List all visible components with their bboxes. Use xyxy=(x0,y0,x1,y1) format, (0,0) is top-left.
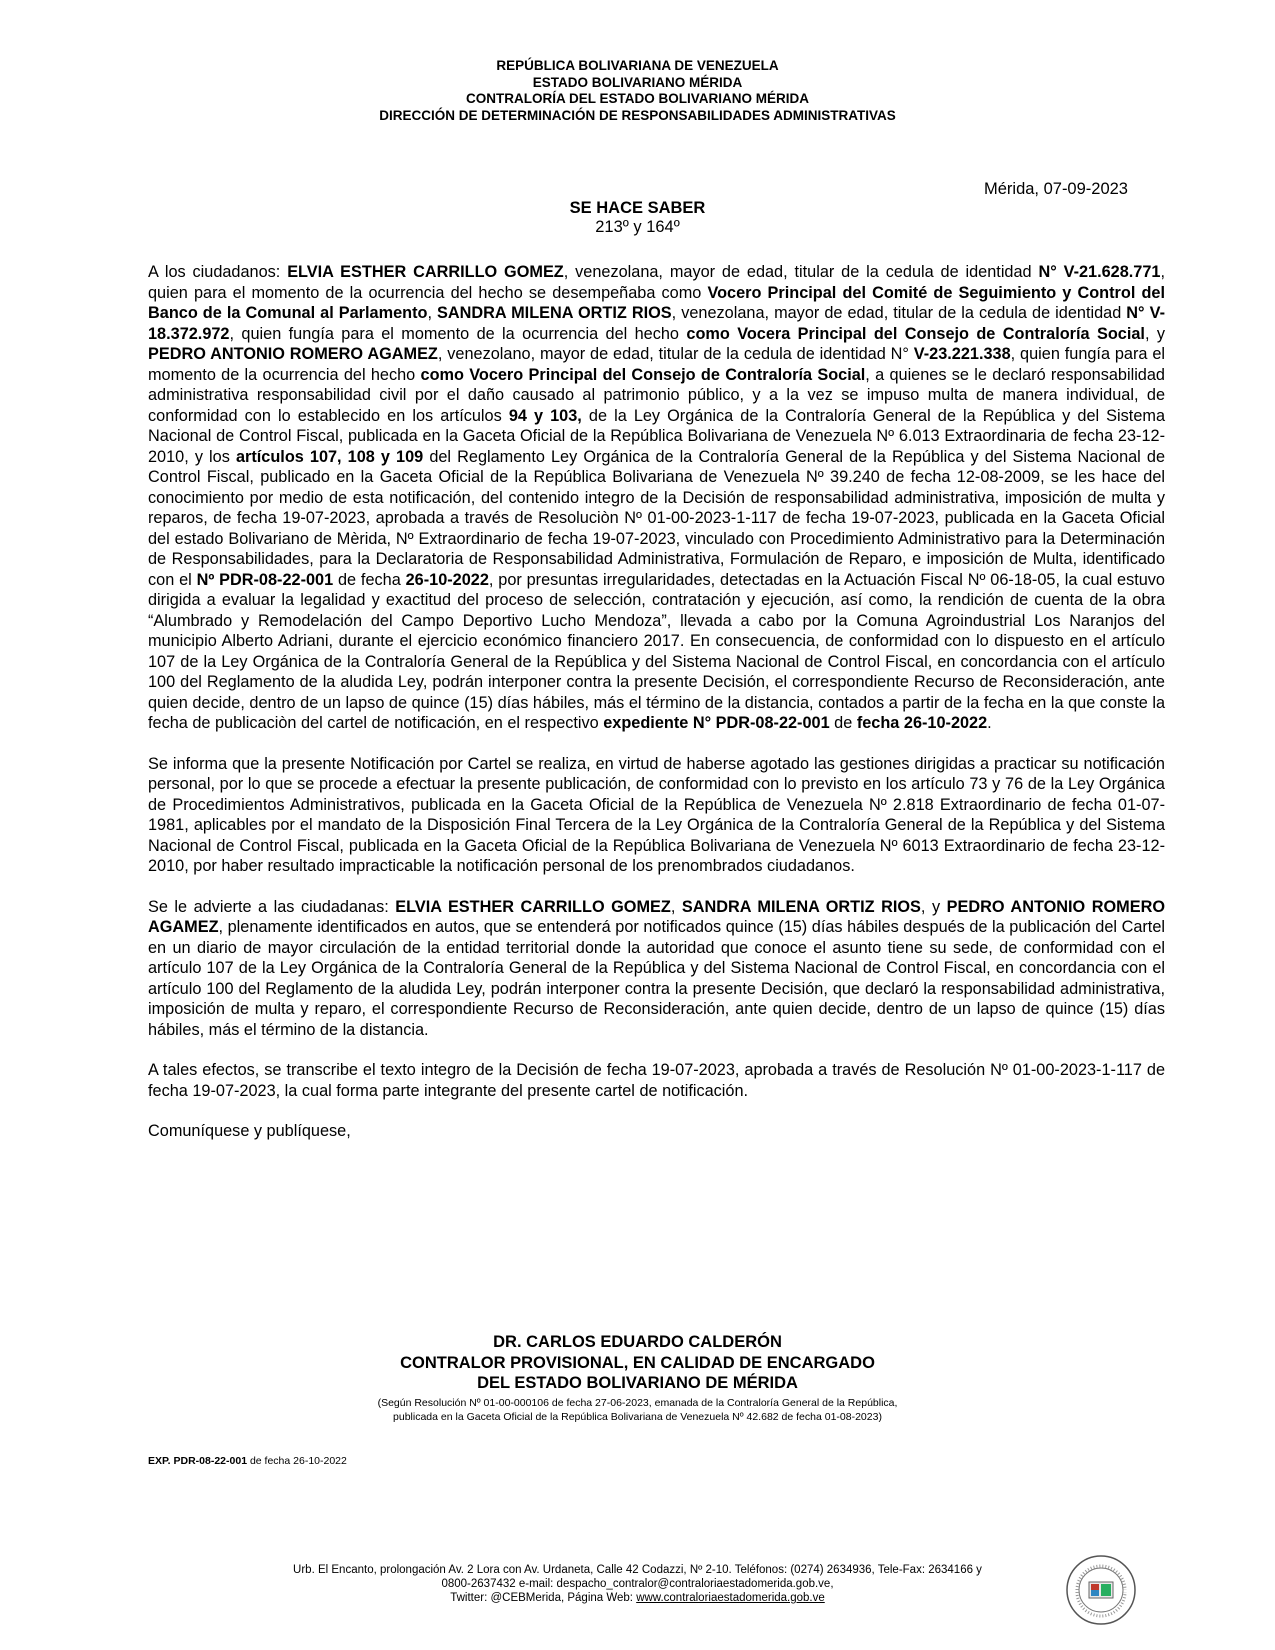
text: , plenamente identificados en autos, que se entenderá por notificados quince (15) días hábiles después de la publicación del Cartel en un diario de mayor circulación de la entidad territorial donde la autoridad que conoce el asunto tiene su sede, de conformidad con el artículo 107 de la Ley Orgánica de la Contraloría General de la República y del Sistema Nacional de Control Fiscal, en concordancia con el artículo 100 del Reglamento de la aludida Ley, podrán interponer contra la presente Decisión, que declaró la responsabilidad administrativa, imposición de multa y reparo, el correspondiente Recurso de Reconsideración, ante quien decide, dentro de un lapso de quince (15) días hábiles, más el término de la distancia. xyxy=(148,918,1165,1039)
header-comptroller: CONTRALORÍA DEL ESTADO BOLIVARIANO MÉRIDA xyxy=(466,91,809,106)
footer-address: Urb. El Encanto, prolongación Av. 2 Lora con Av. Urdaneta, Calle 42 Codazzi, Nº 2-10. Teléfonos: (0274) 2634936, Tele-Fax: 2634166 y xyxy=(293,1564,982,1576)
document-body xyxy=(148,262,1165,1162)
paragraph-transcription: A tales efectos, se transcribe el texto integro de la Decisión de fecha 19-07-2023, aprobada a través de Resolución Nº 01-00-2023-1-117 de fecha 19-07-2023, la cual forma parte integrante del presente cartel de notificación. xyxy=(148,1061,1165,1100)
text: Se le advierte a las ciudadanas: xyxy=(148,897,396,916)
article-ref: 94 y 103, xyxy=(508,406,582,425)
header-state: ESTADO BOLIVARIANO MÉRIDA xyxy=(532,74,743,90)
closing-line: Comuníquese y publíquese, xyxy=(148,1122,351,1140)
citizen-name: ELVIA ESTHER CARRILLO GOMEZ xyxy=(395,897,671,916)
article-ref: artículos 107, 108 y 109 xyxy=(235,447,424,466)
case-date: fecha 26-10-2022 xyxy=(856,714,988,732)
role-title: como Vocera Principal del Consejo de Contraloría Social xyxy=(686,324,1145,343)
header-directorate: DIRECCIÓN DE DETERMINACIÓN DE RESPONSABILIDADES ADMINISTRATIVAS xyxy=(379,107,896,123)
signature-note-line2: publicada en la Gaceta Oficial de la República Bolivariana de Venezuela Nº 42.682 de fecha 01-08-2023) xyxy=(393,1410,882,1423)
case-number: Nº PDR-08-22-001 xyxy=(196,570,334,589)
id-number: N° V-21.628.771 xyxy=(1038,263,1161,281)
notice-title-main: SE HACE SABER xyxy=(569,199,706,217)
signatory-role-state: DEL ESTADO BOLIVARIANO DE MÉRIDA xyxy=(477,1374,798,1392)
document-date: Mérida, 07-09-2023 xyxy=(983,180,1128,198)
website-link[interactable]: www.contraloriaestadomerida.gob.ve xyxy=(636,1592,825,1604)
text: . xyxy=(987,714,992,732)
paragraph-warning xyxy=(148,897,1165,1041)
file-number: EXP. PDR-08-22-001 xyxy=(148,1455,248,1467)
text: de xyxy=(829,714,857,732)
comptroller-seal-icon xyxy=(1065,1554,1137,1626)
text: , xyxy=(670,897,682,916)
document-header xyxy=(0,58,1275,124)
case-date: 26-10-2022 xyxy=(405,570,489,589)
role-title: como Vocero Principal del Consejo de Contraloría Social xyxy=(420,365,866,384)
file-date: de fecha 26-10-2022 xyxy=(247,1455,347,1467)
signature-note-line1: (Según Resolución Nº 01-00-000106 de fecha 27-06-2023, emanada de la Contraloría General de la República, xyxy=(377,1397,898,1409)
notice-title xyxy=(0,199,1275,237)
paragraph-publication-basis: Se informa que la presente Notificación por Cartel se realiza, en virtud de haberse agotado las gestiones dirigidas a practicar su notificación personal, por lo que se procede a efectuar la presente publicación, de conformidad con lo previsto en los artículo 73 y 76 de la Ley Orgánica de Procedimientos Administrativos, publicada en la Gaceta Oficial de la República de Venezuela Nº 2.818 Extraordinario de fecha 01-07-1981, aplicables por el mandato de la Disposición Final Tercera de la Ley Orgánica de la Contraloría General de la República y del Sistema Nacional de Control Fiscal, publicada en la Gaceta Oficial de la República Bolivariana de Venezuela Nº 6013 Extraordinario de fecha 23-12-2010, por haber resultado impracticable la notificación personal de los prenombrados ciudadanos. xyxy=(148,754,1165,875)
signatory-role: CONTRALOR PROVISIONAL, EN CALIDAD DE ENCARGADO xyxy=(400,1353,875,1372)
text: , quien fungía para el momento de la ocurrencia del hecho xyxy=(148,345,1165,384)
text: , y xyxy=(920,897,947,916)
footer-contact: 0800-2637432 e-mail: despacho_contralor@contraloriaestadomerida.gob.ve, xyxy=(441,1578,834,1590)
notice-title-years: 213º y 164º xyxy=(595,218,680,236)
paragraph-notification xyxy=(148,262,1165,734)
text: , xyxy=(427,304,438,322)
citizen-name: PEDRO ANTONIO ROMERO AGAMEZ xyxy=(148,345,438,363)
id-number: N° V- 18.372.972 xyxy=(148,304,1165,343)
text: , por presuntas irregularidades, detectadas en la Actuación Fiscal Nº 06-18-05, la cual estuvo dirigida a evaluar la legalidad y exactitud del proceso de selección, contratación y ejecución, así como, la rendición de cuenta de la obra “Alumbrado y Remodelación del Campo Deportivo Lucho Mendoza”, llevada a cabo por la Comuna Agroindustrial Los Naranjos del municipio Alberto Adriani, durante el ejercicio económico financiero 2017. En consecuencia, de conformidad con lo dispuesto en el artículo 107 de la Ley Orgánica de la Contraloría General de la República y del Sistema Nacional de Control Fiscal, en concordancia con el artículo 100 del Reglamento de la aludida Ley, podrán interponer contra la presente Decisión, el correspondiente Recurso de Reconsideración, ante quien decide, dentro de un lapso de quince (15) días hábiles, más el término de la distancia, contados a partir de la fecha en la que conste la fecha de publicaciòn del cartel de notificación, en el respectivo xyxy=(148,570,1165,732)
id-number: V-23.221.338 xyxy=(913,345,1011,363)
text: A los ciudadanos: xyxy=(148,263,288,281)
file-reference xyxy=(148,1455,347,1467)
text: , venezolana, mayor de edad, titular de la cedula de identidad xyxy=(671,304,1127,322)
citizen-name: SANDRA MILENA ORTIZ RIOS xyxy=(437,304,672,322)
role-title: Vocero Principal del Comité de Seguimiento y Control del Banco de la Comunal al Parlamento xyxy=(148,283,1165,322)
header-republic: REPÚBLICA BOLIVARIANA DE VENEZUELA xyxy=(496,58,779,73)
text: , quien fungía para el momento de la ocurrencia del hecho xyxy=(229,324,687,343)
citizen-name: PEDRO ANTONIO ROMERO AGAMEZ xyxy=(148,897,1165,936)
signature-note xyxy=(0,1397,1275,1424)
text: de la Ley Orgánica de la Contraloría General de la República y del Sistema Nacional de Control Fiscal, publicada en la Gaceta Oficial de la República Bolivariana de Venezuela Nº 6.013 Extraordinaria de fecha 23-12-2010, y los xyxy=(148,406,1165,466)
text: , a quienes se le declaró responsabilidad administrativa responsabilidad civil por el daño causado al patrimonio público, y a la vez se impuso multa de manera individual, de conformidad con lo establecido en los artículos xyxy=(148,365,1165,425)
text: , venezolana, mayor de edad, titular de la cedula de identidad xyxy=(563,263,1039,281)
citizen-name: SANDRA MILENA ORTIZ RIOS xyxy=(681,897,921,916)
citizen-name: ELVIA ESTHER CARRILLO GOMEZ xyxy=(287,263,564,281)
text: , y xyxy=(1144,324,1165,343)
signatory-name: DR. CARLOS EDUARDO CALDERÓN xyxy=(493,1333,782,1351)
footer-social-text: Twitter: @CEBMerida, Página Web: xyxy=(450,1592,637,1604)
text: del Reglamento Ley Orgánica de la Contraloría General de la República y del Sistema Nacional de Control Fiscal, publicado en la Gaceta Oficial de la República Bolivariana de Venezuela Nº 39.240 de fecha 12-08-2009, se les hace del conocimiento por medio de esta notificación, del contenido integro de la Decisión de responsabilidad administrativa, imposición de multa y reparos, de fecha 19-07-2023, aprobada a través de Resoluciòn Nº 01-00-2023-1-117 de fecha 19-07-2023, publicada en la Gaceta Oficial del estado Bolivariano de Mèrida, Nº Extraordinario de fecha 19-07-2023, vinculado con Procedimiento Administrativo para la Determinación de Responsabilidades, para la Declaratoria de Responsabilidad Administrativa, Formulación de Reparo, e imposición de Multa, identificado con el xyxy=(148,447,1165,589)
signature-block xyxy=(0,1332,1275,1394)
text: , venezolano, mayor de edad, titular de la cedula de identidad N° xyxy=(437,345,914,363)
text: de fecha xyxy=(333,570,406,589)
text: , quien para el momento de la ocurrencia del hecho se desempeñaba como xyxy=(148,263,1166,302)
case-number: expediente N° PDR-08-22-001 xyxy=(603,714,830,732)
